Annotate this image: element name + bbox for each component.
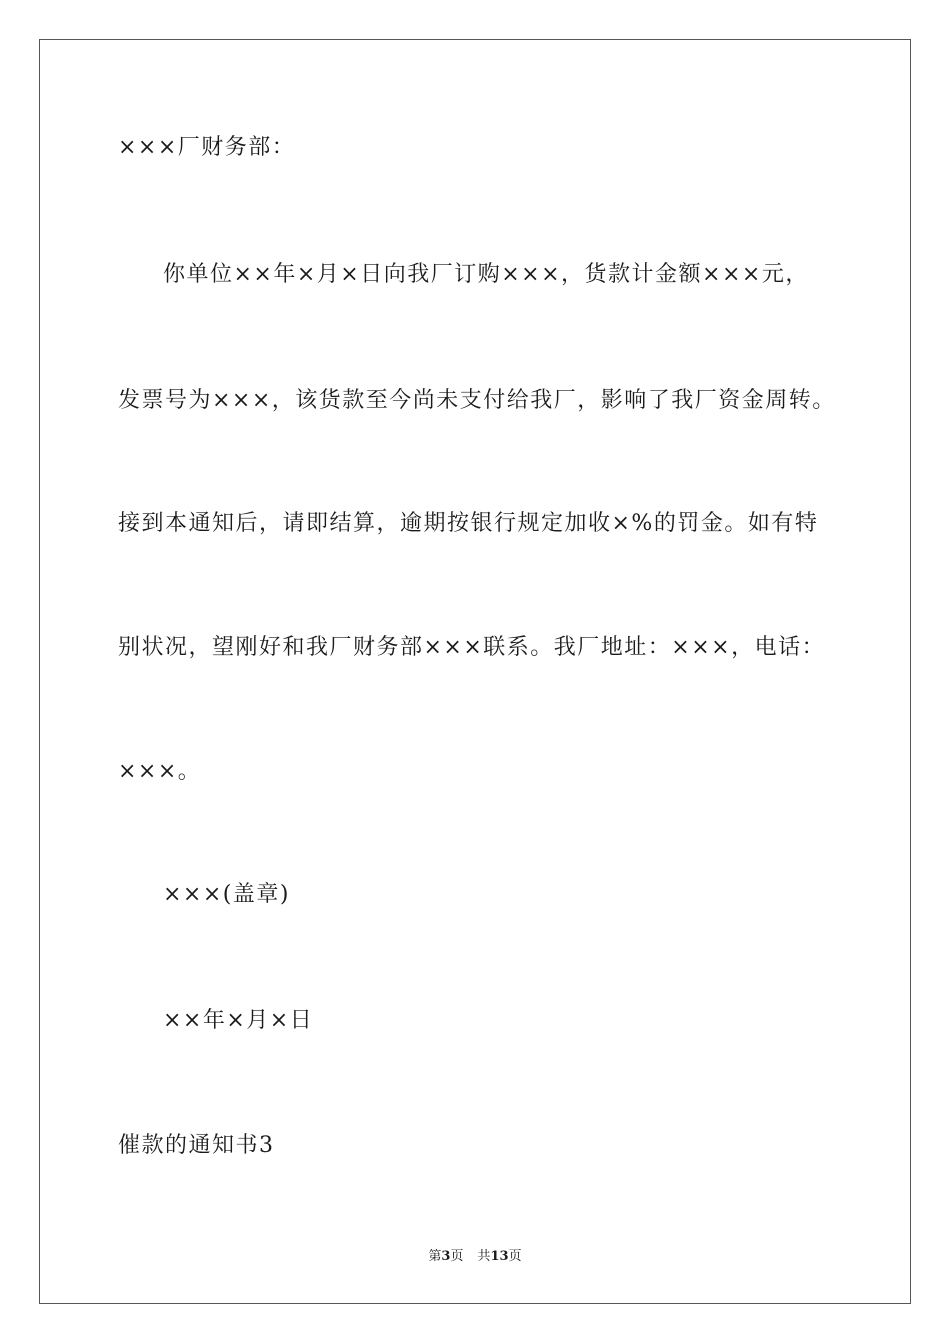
footer-total-prefix: 共 [477, 1249, 491, 1264]
footer-page-prefix: 第 [428, 1249, 442, 1264]
signature: ×××(盖章) [163, 882, 290, 907]
footer-total-pages: 13 [490, 1249, 509, 1264]
salutation: ×××厂财务部： [118, 135, 296, 160]
page-border [39, 39, 911, 1304]
footer-total-suffix: 页 [508, 1249, 522, 1264]
section-heading: 催款的通知书3 [118, 1133, 275, 1158]
paragraph-line-5: ×××。 [118, 759, 202, 784]
footer-page-suffix: 页 [450, 1249, 464, 1264]
paragraph-line-3: 接到本通知后，请即结算，逾期按银行规定加收×%的罚金。如有特 [118, 511, 819, 536]
paragraph-line-2: 发票号为×××，该货款至今尚未支付给我厂，影响了我厂资金周转。 [118, 388, 836, 413]
paragraph-line-4: 别状况，望刚好和我厂财务部×××联系。我厂地址：×××，电话： [118, 635, 826, 660]
date-line: ××年×月×日 [163, 1008, 314, 1033]
footer-page-number: 3 [441, 1249, 451, 1264]
paragraph-line-1: 你单位××年×月×日向我厂订购×××，货款计金额×××元， [163, 262, 809, 287]
page-footer [0, 1248, 950, 1266]
